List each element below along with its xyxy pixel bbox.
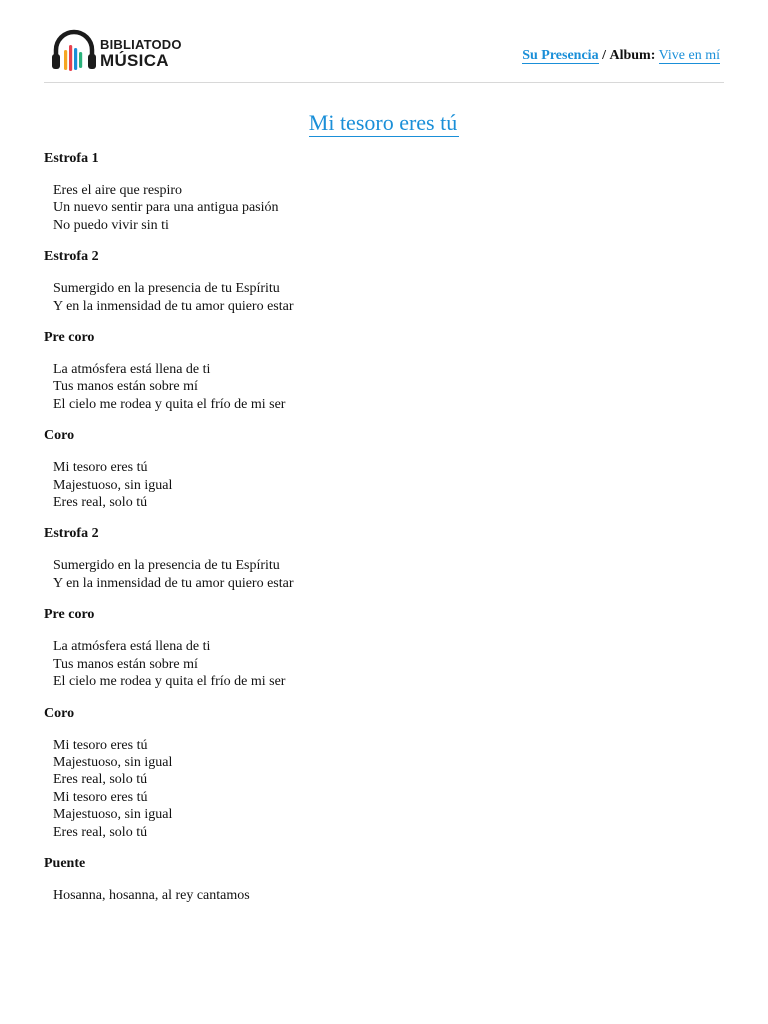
lyric-line: No puedo vivir sin ti bbox=[53, 217, 169, 233]
section-title: Estrofa 2 bbox=[44, 526, 99, 542]
section-title: Puente bbox=[44, 855, 86, 871]
site-header bbox=[44, 26, 724, 83]
lyric-line: Tus manos están sobre mí bbox=[53, 656, 198, 672]
breadcrumb bbox=[522, 48, 720, 64]
lyric-line: Tus manos están sobre mí bbox=[53, 379, 198, 395]
lyric-line: Majestuoso, sin igual bbox=[53, 477, 173, 493]
section-title: Pre coro bbox=[44, 607, 95, 623]
song-title[interactable]: Mi tesoro eres tú bbox=[308, 110, 458, 135]
section-title: Coro bbox=[44, 705, 75, 721]
section-lines bbox=[44, 887, 724, 904]
album-link[interactable]: Vive en mí bbox=[658, 48, 720, 63]
section-lines bbox=[44, 361, 724, 413]
lyric-line: Eres real, solo tú bbox=[53, 772, 148, 788]
logo-wordmark bbox=[100, 38, 182, 69]
section-lines bbox=[44, 182, 724, 234]
lyric-section bbox=[44, 150, 724, 234]
lyric-line: Y en la inmensidad de tu amor quiero estar bbox=[53, 575, 294, 591]
section-title: Pre coro bbox=[44, 330, 95, 346]
lyrics-body bbox=[44, 150, 724, 918]
headphones-logo-icon bbox=[50, 28, 98, 74]
lyric-section bbox=[44, 329, 724, 413]
lyric-line: La atmósfera está llena de ti bbox=[53, 362, 211, 378]
lyric-line: Majestuoso, sin igual bbox=[53, 807, 173, 823]
lyric-line: El cielo me rodea y quita el frío de mi ser bbox=[53, 674, 286, 690]
lyric-line: El cielo me rodea y quita el frío de mi ser bbox=[53, 396, 286, 412]
lyric-line: Sumergido en la presencia de tu Espíritu bbox=[53, 558, 280, 574]
lyric-line: Y en la inmensidad de tu amor quiero estar bbox=[53, 298, 294, 314]
lyric-line: Mi tesoro eres tú bbox=[53, 789, 148, 805]
lyric-line: Eres el aire que respiro bbox=[53, 183, 183, 198]
song-title-wrap bbox=[0, 110, 768, 137]
section-title: Estrofa 1 bbox=[44, 151, 99, 166]
lyric-section bbox=[44, 525, 724, 592]
lyric-line: Mi tesoro eres tú bbox=[53, 737, 148, 753]
breadcrumb-separator: / bbox=[602, 48, 606, 63]
site-logo[interactable] bbox=[50, 28, 220, 74]
section-lines bbox=[44, 737, 724, 841]
lyric-section bbox=[44, 606, 724, 690]
lyric-line: Majestuoso, sin igual bbox=[53, 754, 173, 770]
lyric-section bbox=[44, 705, 724, 841]
lyric-line: Mi tesoro eres tú bbox=[53, 460, 148, 476]
lyric-line: Un nuevo sentir para una antigua pasión bbox=[53, 200, 279, 216]
lyric-line: Eres real, solo tú bbox=[53, 824, 148, 840]
artist-link[interactable]: Su Presencia bbox=[522, 48, 599, 63]
lyric-line: La atmósfera está llena de ti bbox=[53, 639, 211, 655]
lyric-section bbox=[44, 248, 724, 315]
lyric-section bbox=[44, 427, 724, 511]
section-lines bbox=[44, 557, 724, 592]
section-title: Estrofa 2 bbox=[44, 249, 99, 265]
logo-line1: BIBLIATODO bbox=[100, 37, 182, 52]
section-title: Coro bbox=[44, 428, 75, 444]
lyric-section bbox=[44, 855, 724, 904]
lyric-line: Sumergido en la presencia de tu Espíritu bbox=[53, 281, 280, 297]
album-label: Album: bbox=[609, 48, 656, 63]
lyric-line: Eres real, solo tú bbox=[53, 495, 148, 511]
section-lines bbox=[44, 459, 724, 511]
section-lines bbox=[44, 280, 724, 315]
logo-line2: MÚSICA bbox=[100, 51, 169, 70]
section-lines bbox=[44, 638, 724, 690]
lyric-line: Hosanna, hosanna, al rey cantamos bbox=[53, 887, 250, 903]
